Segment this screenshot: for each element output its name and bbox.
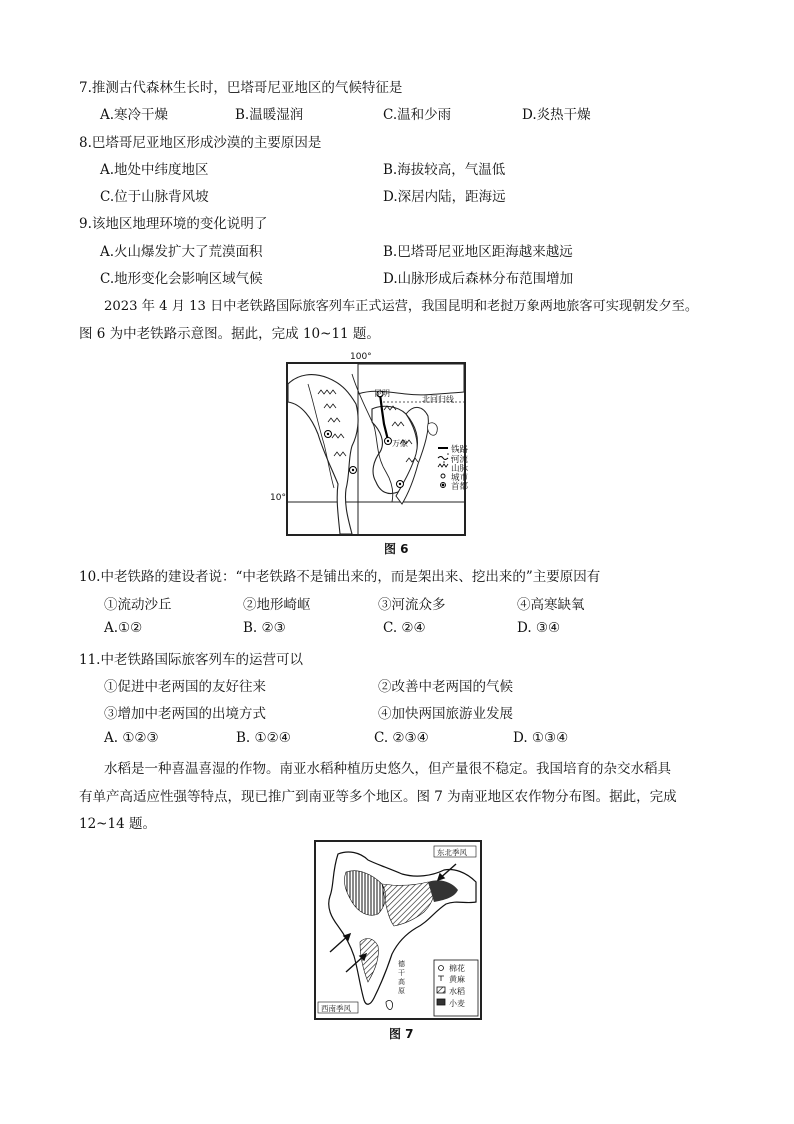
q10-item-1: ①流动沙丘: [104, 597, 172, 613]
q11-option-b: B. ①②④: [236, 730, 291, 746]
label-10-degree: 10°: [270, 493, 286, 503]
q9-option-c: C.地形变化会影响区域气候: [100, 271, 263, 287]
q9-stem: 9.该地区地理环境的变化说明了: [79, 216, 268, 232]
label-tropic: 北回归线: [422, 395, 454, 404]
q9-option-a: A.火山爆发扩大了荒漠面积: [100, 244, 263, 260]
q11-item-4: ④加快两国旅游业发展: [378, 706, 513, 722]
q11-option-c: C. ②③④: [374, 730, 429, 746]
figure-7-map: [314, 840, 482, 1020]
label-sw-monsoon: 西南季风: [321, 1004, 351, 1013]
legend-railway: 铁路: [451, 445, 469, 455]
label-vientiane: 万象: [392, 439, 408, 448]
legend-capital: 首都: [451, 482, 469, 492]
legend-rice: 水稻: [449, 987, 465, 996]
q7-option-d: D.炎热干燥: [522, 107, 591, 123]
q7-stem: 7.推测古代森林生长时，巴塔哥尼亚地区的气候特征是: [79, 80, 403, 96]
label-ne-monsoon: 东北季风: [437, 848, 467, 857]
q7-option-b: B.温暖湿润: [235, 107, 304, 123]
figure-6-map: [286, 362, 469, 536]
q7-option-a: A.寒冷干燥: [100, 107, 169, 123]
legend-city: 城市: [451, 473, 469, 483]
label-100-degree: 100°: [350, 352, 372, 362]
q10-option-b: B. ②③: [243, 620, 286, 636]
q10-option-a: A.①②: [104, 620, 143, 636]
legend-mountain: 山脉: [451, 464, 469, 474]
q10-option-c: C. ②④: [383, 620, 426, 636]
q11-option-a: A. ①②③: [104, 730, 159, 746]
q10-item-3: ③河流众多: [378, 597, 446, 613]
q10-item-4: ④高寒缺氧: [517, 597, 585, 613]
legend-jute: 黄麻: [449, 975, 465, 984]
intro2-line2: 有单产高适应性强等特点，现已推广到南亚等多个地区。图 7 为南亚地区农作物分布图。据此，完成: [79, 789, 677, 805]
q8-stem: 8.巴塔哥尼亚地区形成沙漠的主要原因是: [79, 135, 322, 151]
figure-6-caption: 图 6: [384, 542, 409, 556]
intro2-line3: 12~14 题。: [79, 816, 156, 832]
q9-option-d: D.山脉形成后森林分布范围增加: [383, 271, 574, 287]
q11-item-2: ②改善中老两国的气候: [378, 679, 513, 695]
q11-stem: 11.中老铁路国际旅客列车的运营可以: [79, 652, 303, 668]
q11-option-d: D. ①③④: [513, 730, 569, 746]
intro2-line1: 水稻是一种喜温喜湿的作物。南亚水稻种植历史悠久，但产量很不稳定。我国培育的杂交水稻具: [104, 761, 671, 777]
q11-item-3: ③增加中老两国的出境方式: [104, 706, 266, 722]
intro1-line1: 2023 年 4 月 13 日中老铁路国际旅客列车正式运营，我国昆明和老挝万象两地旅客可实现朝发夕至。: [104, 299, 699, 314]
q8-option-a: A.地处中纬度地区: [100, 162, 209, 178]
q10-stem: 10.中老铁路的建设者说：“中老铁路不是铺出来的，而是架出来、挖出来的”主要原因有: [79, 569, 601, 585]
label-deccan-plateau: 德干高原: [398, 960, 405, 995]
q11-item-1: ①促进中老两国的友好往来: [104, 679, 266, 695]
q8-option-b: B.海拔较高，气温低: [383, 162, 506, 178]
legend-wheat: 小麦: [449, 999, 465, 1008]
figure-7-caption: 图 7: [389, 1027, 414, 1041]
intro1-line2: 图 6 为中老铁路示意图。据此，完成 10~11 题。: [79, 326, 380, 342]
q10-option-d: D. ③④: [517, 620, 561, 636]
q8-option-c: C.位于山脉背风坡: [100, 189, 209, 205]
q9-option-b: B.巴塔哥尼亚地区距海越来越远: [383, 244, 573, 260]
legend-cotton: 棉花: [449, 964, 465, 973]
label-kunming: 昆明: [374, 389, 390, 398]
q8-option-d: D.深居内陆，距海远: [383, 189, 506, 205]
legend-river: 河流: [451, 455, 469, 465]
q10-item-2: ②地形崎岖: [243, 597, 311, 613]
q7-option-c: C.温和少雨: [383, 107, 452, 123]
